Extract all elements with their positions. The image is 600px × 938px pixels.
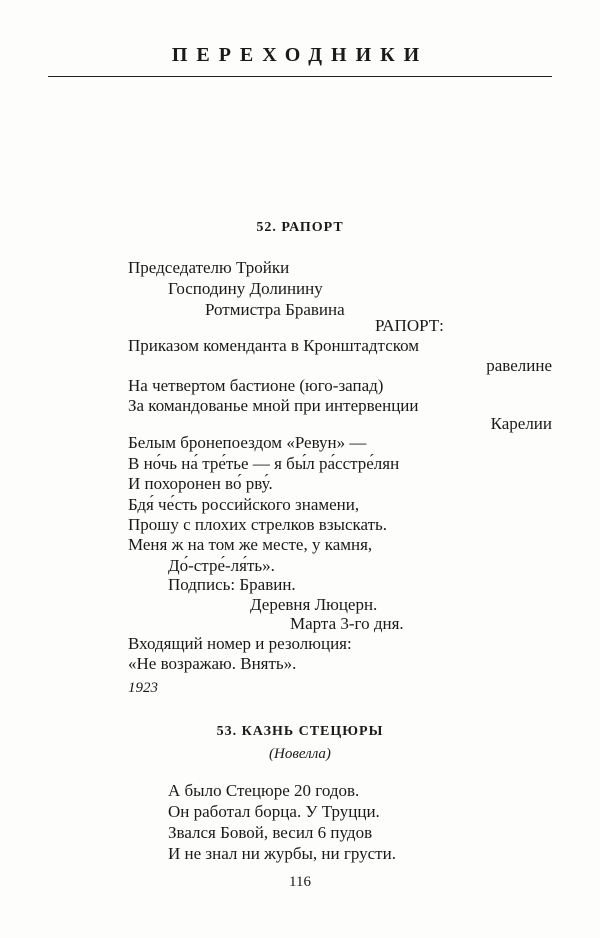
poem-line: Ротмистра Бравина bbox=[205, 300, 345, 319]
poem-line: Меня ж на том же месте, у камня, bbox=[128, 535, 373, 554]
running-head: ПЕРЕХОДНИКИ bbox=[171, 44, 429, 66]
poem-line: Марта 3-го дня. bbox=[290, 614, 404, 633]
poem-line: А было Стецюре 20 годов. bbox=[168, 781, 360, 800]
page-number: 116 bbox=[289, 874, 311, 890]
poem-line: Бдя́ че́сть российского знамени, bbox=[128, 495, 360, 514]
poem-line: Деревня Люцерн. bbox=[250, 595, 378, 614]
poem-52-year: 1923 bbox=[128, 680, 158, 696]
poem-line: Звался Бовой, весил 6 пудов bbox=[168, 823, 373, 842]
poem-line: Входящий номер и резолюция: bbox=[128, 634, 352, 653]
poem-line: В но́чь на́ тре́тье — я бы́л ра́сстре́лян bbox=[128, 454, 400, 473]
poem-52-title: 52. РАПОРТ bbox=[256, 220, 344, 235]
poem-53-title: 53. КАЗНЬ СТЕЦЮРЫ bbox=[216, 724, 384, 739]
poem-line: Приказом коменданта в Кронштадтском bbox=[128, 336, 420, 355]
poem-line: Председателю Тройки bbox=[128, 258, 290, 277]
poem-line: «Не возражаю. Внять». bbox=[128, 654, 297, 673]
poem-line: И похоронен во́ рву́. bbox=[128, 474, 273, 493]
poem-line: Белым бронепоездом «Ревун» — bbox=[128, 433, 367, 452]
poem-53-subtitle: (Новелла) bbox=[269, 746, 331, 762]
poem-line: Он работал борца. У Труцци. bbox=[168, 802, 380, 821]
poem-line: Подпись: Бравин. bbox=[168, 575, 296, 594]
header-rule bbox=[48, 76, 552, 77]
poem-line: Карелии bbox=[490, 414, 552, 433]
poem-line: РАПОРТ: bbox=[375, 316, 444, 335]
poem-line: равелине bbox=[486, 356, 552, 375]
poem-line: И не знал ни журбы, ни грусти. bbox=[168, 844, 396, 863]
poem-line: Прошу с плохих стрелков взыскать. bbox=[128, 515, 388, 534]
poem-line: За командованье мной при интервенции bbox=[128, 396, 419, 415]
poem-line: До́-стре́-ля́ть». bbox=[168, 556, 275, 575]
poem-line: Господину Долинину bbox=[168, 279, 323, 298]
poem-line: На четвертом бастионе (юго-запад) bbox=[128, 376, 384, 395]
